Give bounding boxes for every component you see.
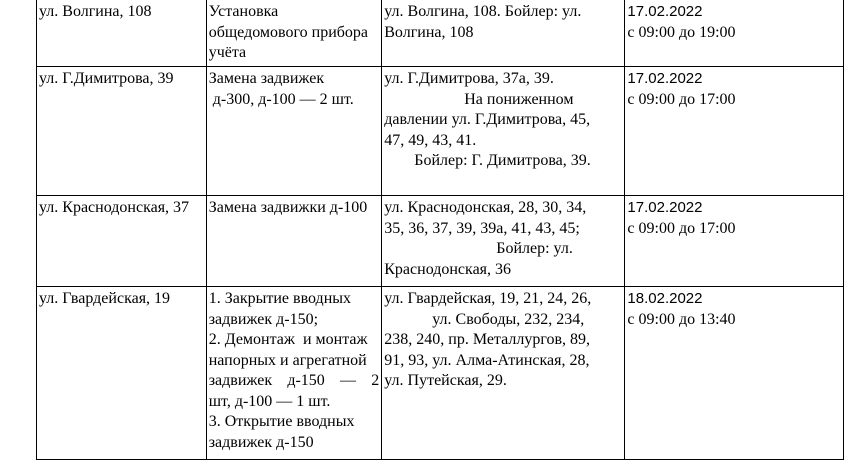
affected-line: ул. Гвардейская, 19, 21, 24, 26, <box>384 290 592 307</box>
outage-date: 17.02.2022 <box>627 199 703 216</box>
outage-date: 18.02.2022 <box>627 290 703 307</box>
affected-line: На пониженном <box>464 90 574 108</box>
affected-line: ул. Свободы, 232, 234, <box>432 310 585 328</box>
work-line: 3. Открытие вводных <box>208 413 355 430</box>
affected-line: 91, 93, ул. Алма-Атинская, 28, <box>384 351 590 369</box>
table-row <box>37 67 844 196</box>
work-line: учёта <box>208 44 247 61</box>
street-address: ул. Краснодонская, 37 <box>39 199 190 216</box>
table-row <box>37 196 844 287</box>
work-line: задвижек д-150 — 2 <box>208 372 380 389</box>
table-row <box>37 287 844 460</box>
work-line: задвижек д-150 <box>208 433 314 451</box>
affected-cell <box>382 0 625 67</box>
affected-cell <box>382 287 625 460</box>
street-address: ул. Волгина, 108 <box>39 3 152 20</box>
affected-line: ул. Г.Димитрова, 37а, 39. <box>384 70 554 87</box>
affected-line: Волгина, 108 <box>384 23 474 41</box>
work-line: общедомового прибора <box>208 23 369 41</box>
affected-line: 238, 240, пр. Металлургов, 89, <box>384 331 591 348</box>
outage-schedule-table <box>36 0 844 460</box>
date-cell <box>625 0 844 67</box>
outage-time: с 09:00 до 19:00 <box>627 23 736 41</box>
outage-time: с 09:00 до 17:00 <box>627 219 736 237</box>
work-line: задвижек д-150; <box>208 310 319 328</box>
work-cell <box>206 287 382 460</box>
outage-date: 17.02.2022 <box>627 70 703 87</box>
affected-line: давлении ул. Г.Димитрова, 45, <box>384 111 591 128</box>
affected-line: ул. Краснодонская, 28, 30, 34, <box>384 199 587 216</box>
table-row <box>37 0 844 67</box>
date-cell <box>625 287 844 460</box>
affected-line: ул. Путейская, 29. <box>384 372 507 389</box>
outage-date: 17.02.2022 <box>627 3 703 20</box>
affected-line: Бойлер: ул. <box>496 240 573 257</box>
work-cell <box>206 196 382 287</box>
work-line: д-300, д-100 — 2 шт. <box>208 90 354 108</box>
outage-time: с 09:00 до 17:00 <box>627 90 736 108</box>
street-address: ул. Гвардейская, 19 <box>39 290 171 307</box>
work-line: Замена задвижки д-100 <box>208 199 368 216</box>
street-cell <box>37 287 207 460</box>
affected-line: Краснодонская, 36 <box>384 260 512 278</box>
work-line: 2. Демонтаж и монтаж <box>208 331 368 348</box>
work-cell <box>206 0 382 67</box>
date-cell <box>625 67 844 196</box>
work-line: Установка <box>208 3 279 20</box>
work-line: напорных и агрегатной <box>208 351 367 369</box>
affected-line: 35, 36, 37, 39, 39а, 41, 43, 45; <box>384 219 580 237</box>
street-cell <box>37 0 207 67</box>
work-line: 1. Закрытие вводных <box>208 290 352 307</box>
affected-line: ул. Волгина, 108. Бойлер: ул. <box>384 3 582 20</box>
work-line: шт, д-100 — 1 шт. <box>208 392 331 410</box>
street-cell <box>37 67 207 196</box>
affected-line: Бойлер: Г. Димитрова, 39. <box>414 152 591 169</box>
affected-line: 47, 49, 43, 41. <box>384 131 477 149</box>
affected-cell <box>382 196 625 287</box>
work-cell <box>206 67 382 196</box>
date-cell <box>625 196 844 287</box>
affected-cell <box>382 67 625 196</box>
street-address: ул. Г.Димитрова, 39 <box>39 70 174 87</box>
work-line: Замена задвижек <box>208 70 325 87</box>
outage-time: с 09:00 до 13:40 <box>627 310 736 328</box>
street-cell <box>37 196 207 287</box>
